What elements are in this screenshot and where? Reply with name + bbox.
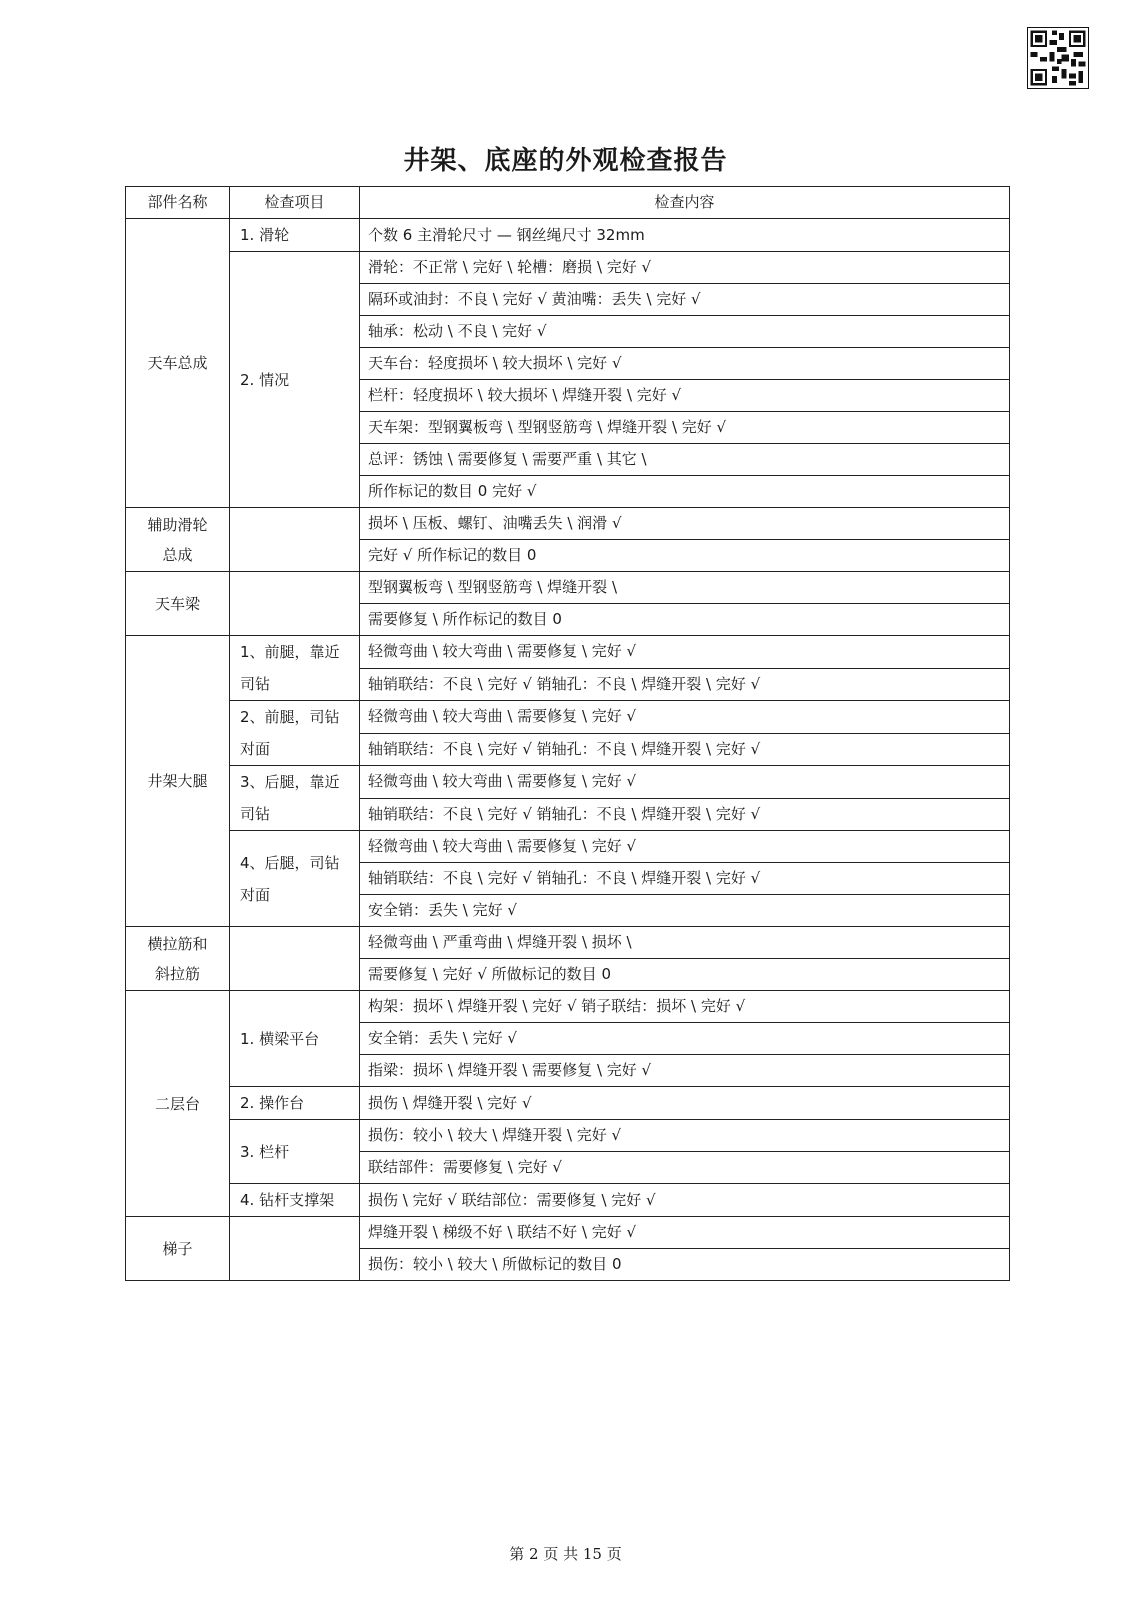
header-item: 检查项目 — [230, 187, 360, 219]
content-cell: 滑轮：不正常 \ 完好 \ 轮槽：磨损 \ 完好 √ — [360, 252, 1010, 284]
table-row — [126, 1120, 1010, 1152]
content-cell: 隔环或油封：不良 \ 完好 √ 黄油嘴：丢失 \ 完好 √ — [360, 284, 1010, 316]
item-label: 对面 — [240, 740, 271, 758]
table-row — [126, 927, 1010, 959]
inspection-table — [125, 186, 1010, 1281]
item-label: 3. 栏杆 — [240, 1142, 290, 1161]
content-cell: 轴销联结：不良 \ 完好 √ 销轴孔：不良 \ 焊缝开裂 \ 完好 √ — [360, 863, 1010, 895]
item-cell — [230, 927, 360, 991]
content-cell: 需要修复 \ 所作标记的数目 0 — [360, 604, 1010, 636]
content-cell: 损伤 \ 焊缝开裂 \ 完好 √ — [360, 1087, 1010, 1120]
item-cell — [230, 831, 360, 927]
part-label: 天车梁 — [154, 594, 200, 613]
part-label: 辅助滑轮 — [147, 515, 208, 534]
content-cell: 天车台：轻度损坏 \ 较大损坏 \ 完好 √ — [360, 348, 1010, 380]
part-label: 总成 — [162, 545, 193, 564]
content-cell: 损伤：较小 \ 较大 \ 所做标记的数目 0 — [360, 1249, 1010, 1281]
table-row — [126, 766, 1010, 799]
table-header-row — [126, 187, 1010, 219]
content-cell: 轴销联结：不良 \ 完好 √ 销轴孔：不良 \ 焊缝开裂 \ 完好 √ — [360, 733, 1010, 766]
item-label: 2. 情况 — [240, 370, 290, 389]
item-cell — [230, 1120, 360, 1184]
table-row — [126, 991, 1010, 1023]
content-cell: 指梁：损坏 \ 焊缝开裂 \ 需要修复 \ 完好 √ — [360, 1055, 1010, 1087]
item-cell — [230, 991, 360, 1087]
table-row — [126, 219, 1010, 252]
content-cell: 个数 6 主滑轮尺寸 — 钢丝绳尺寸 32mm — [360, 219, 1010, 252]
part-label: 井架大腿 — [147, 772, 208, 790]
table-row — [126, 572, 1010, 604]
content-cell: 所作标记的数目 0 完好 √ — [360, 476, 1010, 508]
content-cell: 完好 √ 所作标记的数目 0 — [360, 540, 1010, 572]
content-cell: 总评：锈蚀 \ 需要修复 \ 需要严重 \ 其它 \ — [360, 444, 1010, 476]
content-cell: 轻微弯曲 \ 较大弯曲 \ 需要修复 \ 完好 √ — [360, 636, 1010, 669]
content-cell: 损坏 \ 压板、螺钉、油嘴丢失 \ 润滑 √ — [360, 508, 1010, 540]
content-cell: 轻微弯曲 \ 较大弯曲 \ 需要修复 \ 完好 √ — [360, 831, 1010, 863]
part-cell — [126, 991, 230, 1217]
content-cell: 栏杆：轻度损坏 \ 较大损坏 \ 焊缝开裂 \ 完好 √ — [360, 380, 1010, 412]
page-number: 第 2 页 共 15 页 — [509, 1545, 622, 1563]
table-row — [126, 1087, 1010, 1120]
part-cell — [126, 572, 230, 636]
content-cell: 安全销：丢失 \ 完好 √ — [360, 1023, 1010, 1055]
part-cell — [126, 219, 230, 508]
item-cell — [230, 219, 360, 252]
header-content: 检查内容 — [360, 187, 1010, 219]
item-label: 司钻 — [240, 805, 271, 823]
page-title: 井架、底座的外观检查报告 — [403, 146, 728, 176]
part-label: 横拉筋和 — [147, 934, 208, 953]
content-cell: 焊缝开裂 \ 梯级不好 \ 联结不好 \ 完好 √ — [360, 1217, 1010, 1249]
item-label: 对面 — [240, 885, 271, 904]
part-label: 二层台 — [154, 1094, 200, 1113]
content-cell: 联结部件：需要修复 \ 完好 √ — [360, 1152, 1010, 1184]
item-label: 1. 横梁平台 — [240, 1029, 320, 1048]
item-label: 3、后腿，靠近 — [240, 773, 340, 791]
part-label: 天车总成 — [147, 354, 208, 372]
table-row — [126, 252, 1010, 284]
item-label: 司钻 — [240, 675, 271, 693]
table-row — [126, 831, 1010, 863]
qr-code-graphic — [1028, 28, 1088, 88]
item-cell — [230, 252, 360, 508]
item-label: 2. 操作台 — [240, 1094, 305, 1112]
item-cell — [230, 766, 360, 831]
part-cell — [126, 927, 230, 991]
item-label: 4、后腿，司钻 — [240, 853, 340, 872]
part-cell — [126, 1217, 230, 1281]
content-cell: 型钢翼板弯 \ 型钢竖筋弯 \ 焊缝开裂 \ — [360, 572, 1010, 604]
table-row — [126, 1217, 1010, 1249]
table-row — [126, 508, 1010, 540]
item-label: 4. 钻杆支撑架 — [240, 1191, 335, 1209]
part-label: 梯子 — [162, 1239, 193, 1258]
item-cell — [230, 572, 360, 636]
content-cell: 轴销联结：不良 \ 完好 √ 销轴孔：不良 \ 焊缝开裂 \ 完好 √ — [360, 668, 1010, 701]
content-cell: 轴承：松动 \ 不良 \ 完好 √ — [360, 316, 1010, 348]
content-cell: 轴销联结：不良 \ 完好 √ 销轴孔：不良 \ 焊缝开裂 \ 完好 √ — [360, 798, 1010, 831]
header-part: 部件名称 — [126, 187, 230, 219]
content-cell: 构架：损坏 \ 焊缝开裂 \ 完好 √ 销子联结：损坏 \ 完好 √ — [360, 991, 1010, 1023]
table-row — [126, 636, 1010, 669]
content-cell: 安全销：丢失 \ 完好 √ — [360, 895, 1010, 927]
item-cell — [230, 636, 360, 701]
item-label: 2、前腿，司钻 — [240, 708, 340, 726]
item-cell — [230, 701, 360, 766]
item-cell — [230, 1184, 360, 1217]
content-cell: 损伤：较小 \ 较大 \ 焊缝开裂 \ 完好 √ — [360, 1120, 1010, 1152]
table-row — [126, 1184, 1010, 1217]
item-cell — [230, 508, 360, 572]
item-label: 1. 滑轮 — [240, 226, 290, 244]
part-cell — [126, 508, 230, 572]
content-cell: 天车架：型钢翼板弯 \ 型钢竖筋弯 \ 焊缝开裂 \ 完好 √ — [360, 412, 1010, 444]
content-cell: 损伤 \ 完好 √ 联结部位：需要修复 \ 完好 √ — [360, 1184, 1010, 1217]
item-cell — [230, 1217, 360, 1281]
content-cell: 轻微弯曲 \ 较大弯曲 \ 需要修复 \ 完好 √ — [360, 701, 1010, 734]
qr-code-icon — [1027, 27, 1089, 89]
item-cell — [230, 1087, 360, 1120]
content-cell: 轻微弯曲 \ 较大弯曲 \ 需要修复 \ 完好 √ — [360, 766, 1010, 799]
part-cell — [126, 636, 230, 927]
part-label: 斜拉筋 — [154, 964, 200, 983]
table-row — [126, 701, 1010, 734]
content-cell: 轻微弯曲 \ 严重弯曲 \ 焊缝开裂 \ 损坏 \ — [360, 927, 1010, 959]
item-label: 1、前腿，靠近 — [240, 643, 340, 661]
content-cell: 需要修复 \ 完好 √ 所做标记的数目 0 — [360, 959, 1010, 991]
